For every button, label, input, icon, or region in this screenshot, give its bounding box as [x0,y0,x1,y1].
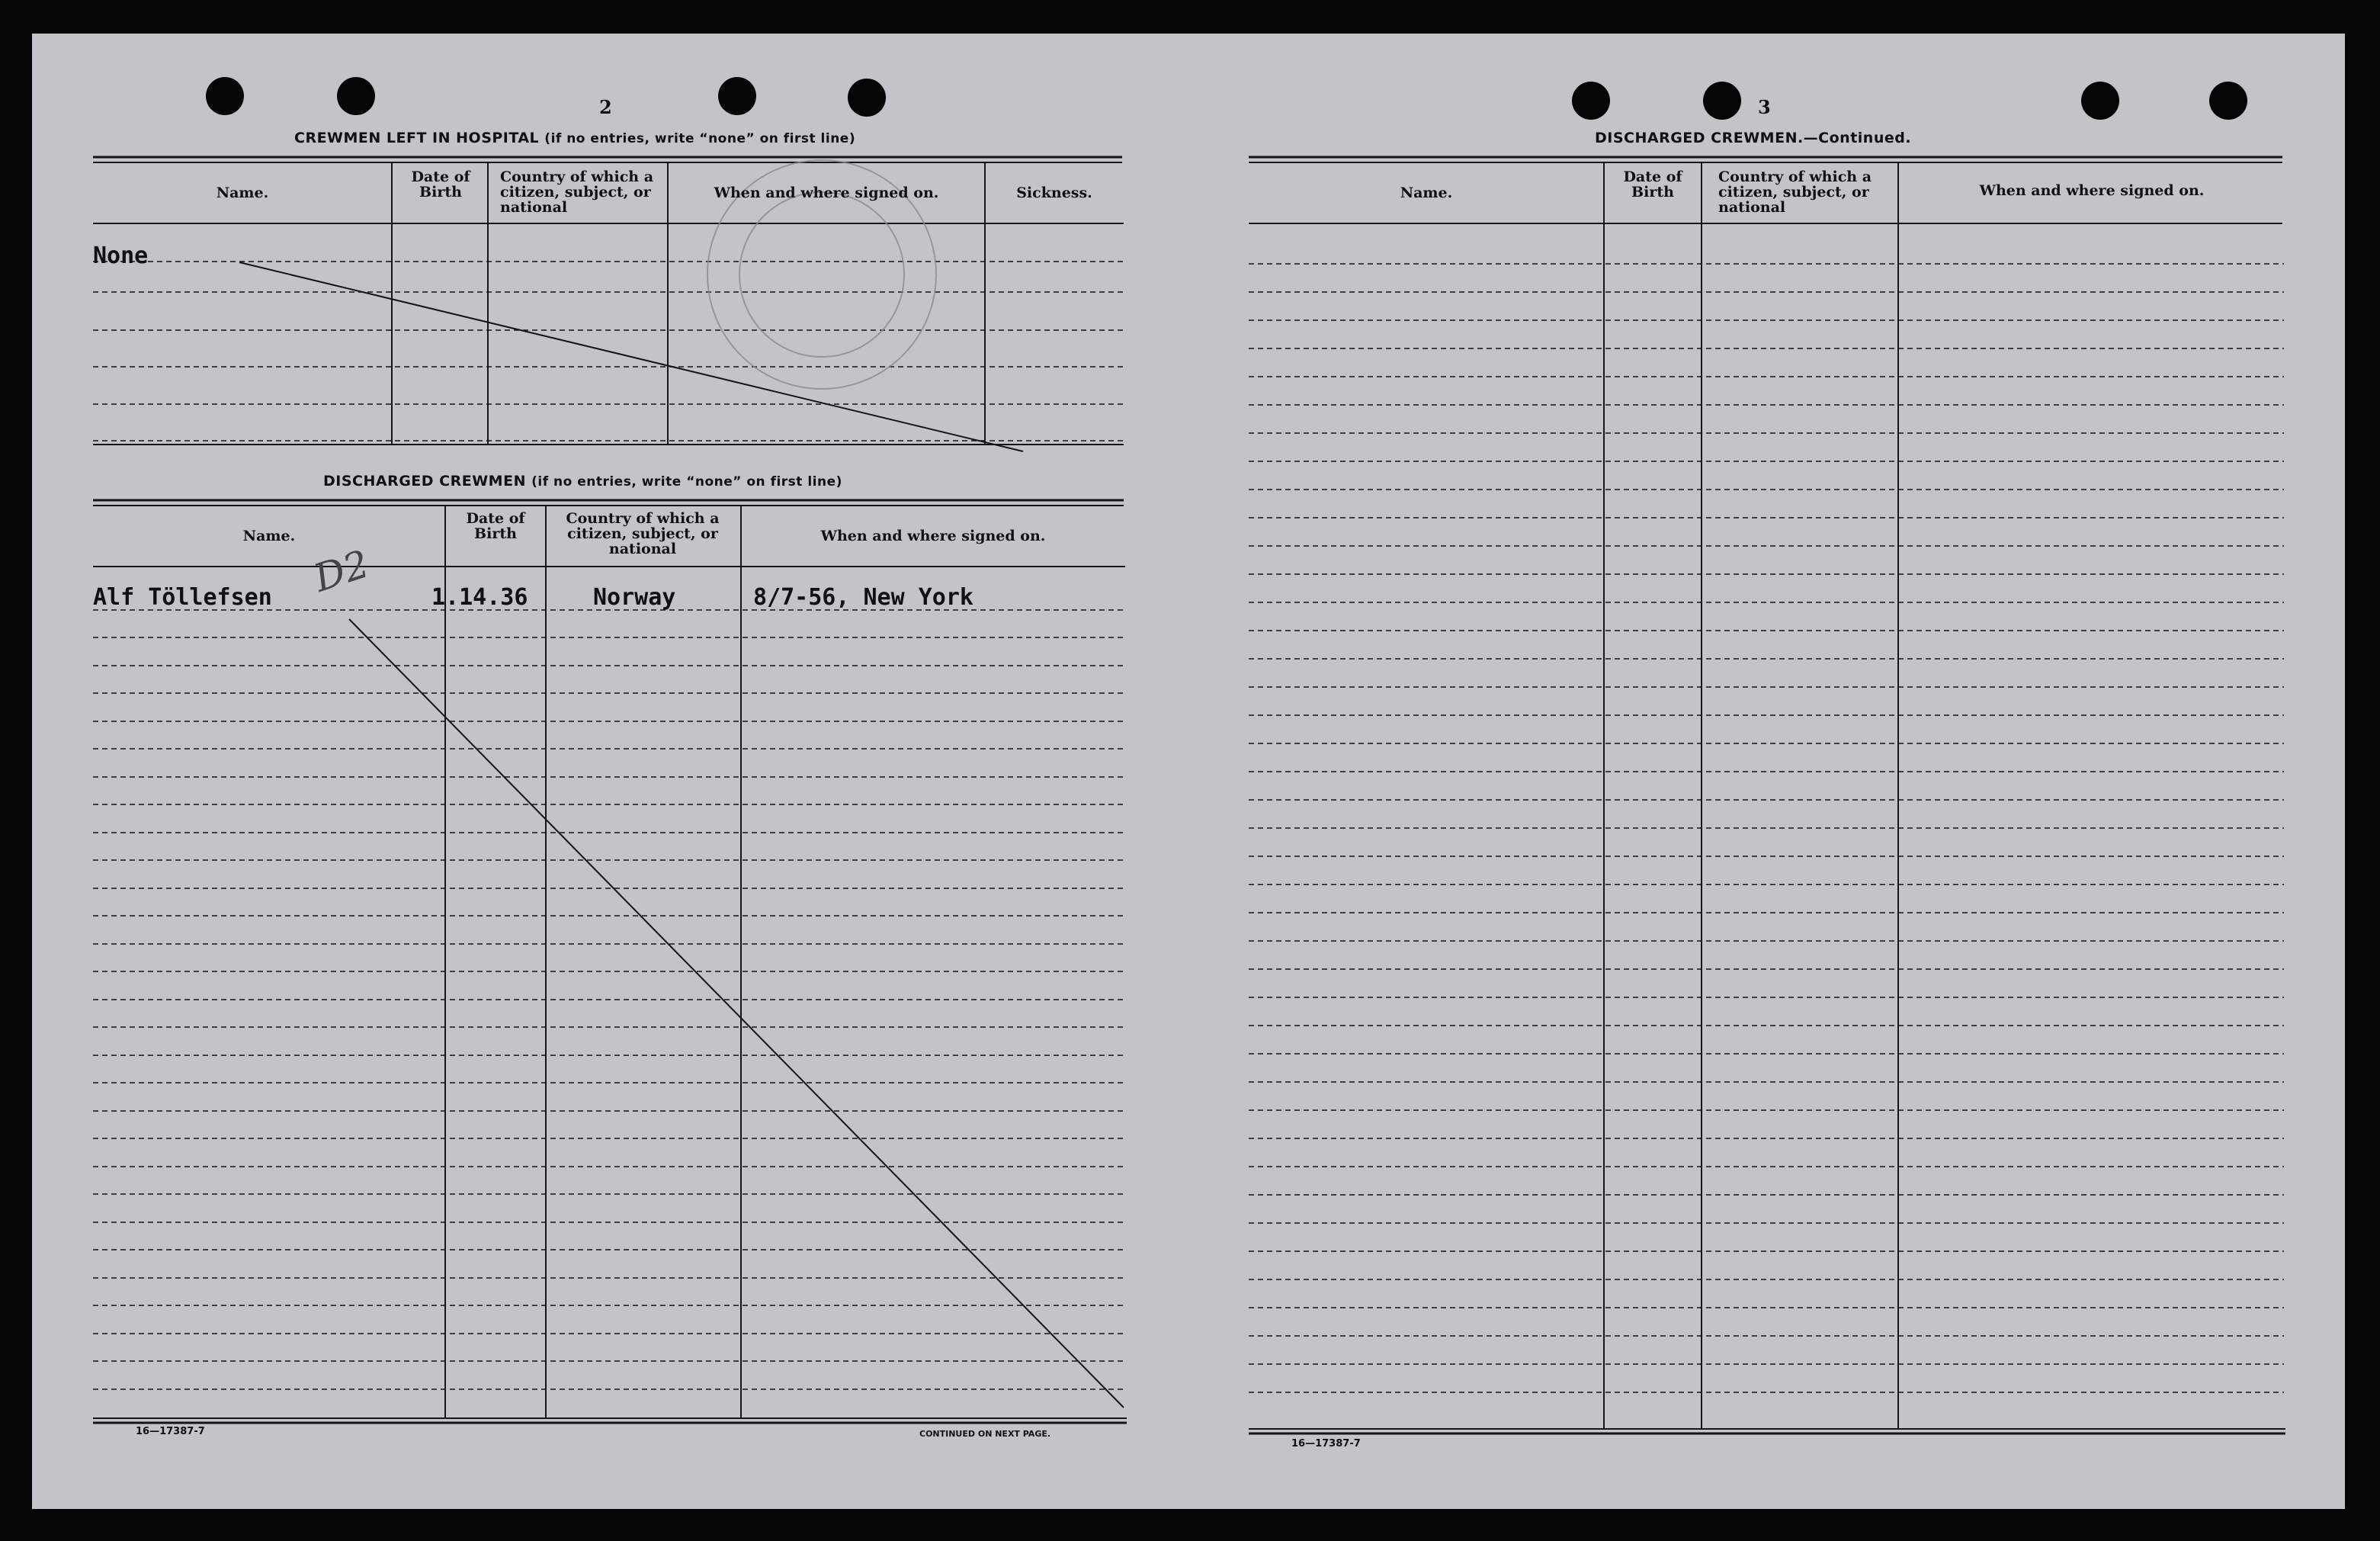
discharged-header-name: Name. [242,528,296,544]
crewman-name: Alf Töllefsen [93,584,272,611]
crewman-signed-on: 8/7-56, New York [753,584,973,611]
hospital-entry: None [93,242,149,269]
discharged-header-dob: Date of Birth [466,510,525,542]
crewman-country: Norway [593,584,676,611]
hospital-header-signed: When and where signed on. [714,185,939,201]
hospital-header-name: Name. [216,185,269,201]
page-number-left: 2 [599,96,612,118]
handwritten-mark: D2 [308,541,375,601]
hospital-header-dob: Date of Birth [411,169,470,201]
hospital-header-sickness: Sickness. [1016,185,1092,201]
hospital-header-country: Country of which a citizen, subject, or national [500,169,654,216]
form-number-right: 16—17387-7 [1291,1438,1361,1450]
right-section-title: DISCHARGED CREWMEN.—Continued. [1595,130,1912,146]
hospital-title-text: CREWMEN LEFT IN HOSPITAL [294,130,540,146]
continued-note: CONTINUED ON NEXT PAGE. [919,1429,1051,1439]
right-header-dob: Date of Birth [1623,169,1682,201]
right-header-name: Name. [1400,185,1453,201]
discharged-title-text: DISCHARGED CREWMEN [323,473,526,490]
right-header-country: Country of which a citizen, subject, or national [1718,169,1872,216]
hospital-title-subtitle: (if no entries, write “none” on first line) [544,131,856,146]
discharged-title-subtitle: (if no entries, write “none” on first line) [531,474,842,490]
discharged-section-title [323,473,842,490]
page-number-right: 3 [1758,96,1771,118]
crewman-dob: 1.14.36 [431,584,528,611]
right-header-signed: When and where signed on. [1979,182,2205,199]
discharged-header-signed: When and where signed on. [820,528,1046,544]
form-number-left: 16—17387-7 [136,1426,205,1437]
hospital-section-title [294,130,855,146]
discharged-header-country: Country of which a citizen, subject, or national [566,510,720,557]
